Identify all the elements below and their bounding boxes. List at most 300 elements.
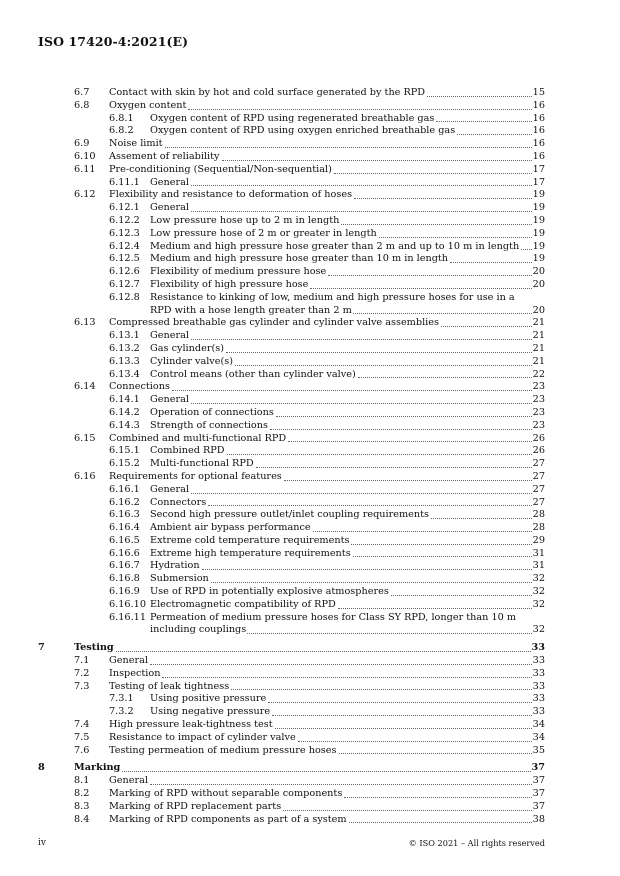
- toc-entry-text: General: [109, 655, 148, 667]
- dot-leader: [191, 210, 532, 212]
- toc-entry-number: 6.16.8: [109, 573, 140, 585]
- toc-entry-page: 33: [531, 642, 545, 654]
- toc-entry-text: Cylinder valve(s): [150, 355, 234, 367]
- toc-entry-text: Noise limit: [109, 138, 163, 150]
- toc-entry-page: 23: [532, 406, 545, 418]
- toc-entry-title: [109, 381, 545, 394]
- toc-entry-page: 27: [532, 483, 545, 495]
- dot-leader: [379, 236, 532, 238]
- dot-leader: [288, 440, 532, 442]
- toc-entry-page: 16: [532, 150, 545, 162]
- toc-entry-text: Compressed breathable gas cylinder and cylinder valve assemblies: [109, 317, 439, 329]
- dot-leader: [211, 581, 532, 583]
- toc-entry-page: 32: [532, 598, 545, 610]
- toc-entry-text: Medium and high pressure hose greater than 10 m in length: [150, 253, 449, 265]
- toc-entry[interactable]: [38, 125, 545, 138]
- toc-entry-number: 6.9: [74, 138, 90, 150]
- dot-leader: [436, 120, 531, 122]
- toc-entry-text: Extreme cold temperature requirements: [150, 534, 350, 546]
- toc-entry-title: [150, 458, 545, 471]
- toc-entry-text: General: [109, 775, 148, 787]
- toc-entry-page: 26: [532, 445, 545, 457]
- toc-entry-text: Oxygen content of RPD using oxygen enriched breathable gas: [150, 125, 456, 137]
- toc-entry-number: 6.12: [74, 189, 96, 201]
- toc-entry-text: General: [150, 483, 189, 495]
- toc-entry[interactable]: [38, 241, 545, 254]
- toc-entry-page: 29: [532, 534, 545, 546]
- toc-entry[interactable]: [38, 177, 545, 190]
- toc-entry-number: 6.16: [74, 470, 96, 482]
- toc-entry-title: [150, 573, 545, 586]
- toc-entry-text: Medium and high pressure hose greater than 2 m and up to 10 m in length: [150, 240, 520, 252]
- toc-entry-number: 6.16.2: [109, 496, 140, 508]
- toc-entry-title: [150, 202, 545, 215]
- toc-entry-number: 6.16.6: [109, 547, 140, 559]
- toc-entry-title: [150, 125, 545, 138]
- toc-entry-number: 8.2: [74, 788, 90, 800]
- toc-entry-text: Electromagnetic compatibility of RPD: [150, 598, 336, 610]
- toc-entry[interactable]: [38, 189, 545, 202]
- toc-entry[interactable]: [38, 113, 545, 126]
- toc-entry-title: [109, 164, 545, 177]
- toc-entry-title: [150, 706, 545, 719]
- toc-entry-text: General: [150, 330, 189, 342]
- toc-entry-title: [109, 668, 545, 681]
- dot-leader: [172, 389, 532, 391]
- toc-entry-number: 6.11: [74, 163, 96, 175]
- copyright-notice: © ISO 2021 – All rights reserved: [408, 838, 545, 848]
- dot-leader: [328, 274, 531, 276]
- dot-leader: [150, 663, 532, 665]
- toc-entry[interactable]: [38, 343, 545, 356]
- toc-entry-text: Flexibility of high pressure hose: [150, 278, 309, 290]
- toc-entry-text: Combined RPD: [150, 445, 225, 457]
- toc-entry-number: 6.16.4: [109, 522, 140, 534]
- toc-entry-title: [109, 189, 545, 202]
- toc-entry[interactable]: [38, 522, 545, 535]
- dot-leader: [441, 325, 532, 327]
- toc-entry-text: Marking of RPD without separable components: [109, 788, 343, 800]
- toc-entry-text: Inspection: [109, 667, 161, 679]
- toc-entry-title: [109, 801, 545, 814]
- toc-entry[interactable]: [38, 612, 545, 638]
- toc-entry-number: 6.16.7: [109, 560, 140, 572]
- toc-entry-number: 7.2: [74, 667, 90, 679]
- toc-entry-title-line1: Resistance to kinking of low, medium and high pressure hoses for use in a: [150, 291, 515, 303]
- dot-leader: [202, 568, 532, 570]
- toc-entry[interactable]: [38, 548, 545, 561]
- toc-entry-title: [109, 814, 545, 827]
- toc-entry-number: 6.8.1: [109, 112, 134, 124]
- toc-entry-title: [150, 509, 545, 522]
- toc-entry-title: [109, 681, 545, 694]
- toc-entry-page: 33: [532, 655, 545, 667]
- toc-entry-title: [150, 292, 545, 318]
- toc-entry[interactable]: [38, 668, 545, 681]
- toc-entry-text: Hydration: [150, 560, 200, 572]
- dot-leader: [162, 676, 531, 678]
- toc-entry[interactable]: [38, 164, 545, 177]
- toc-entry-text: Flexibility of medium pressure hose: [150, 266, 327, 278]
- toc-entry-text: Testing: [74, 642, 114, 654]
- dot-leader: [268, 701, 531, 703]
- toc-entry-text: General: [150, 176, 189, 188]
- toc-entry-title: [74, 762, 545, 775]
- toc-entry-number: 6.13.2: [109, 342, 140, 354]
- toc-entry[interactable]: [38, 573, 545, 586]
- toc-entry[interactable]: [38, 202, 545, 215]
- dot-leader: [344, 796, 531, 798]
- dot-leader: [338, 607, 532, 609]
- toc-entry-title: [150, 253, 545, 266]
- toc-entry-page: 19: [532, 214, 545, 226]
- toc-entry-number: 6.14.1: [109, 394, 140, 406]
- toc-entry-page: 23: [532, 394, 545, 406]
- toc-entry-text: Second high pressure outlet/inlet coupling requirements: [150, 509, 429, 521]
- toc-entry-number: 6.13.1: [109, 330, 140, 342]
- dot-leader: [358, 376, 532, 378]
- dot-leader: [284, 479, 532, 481]
- dot-leader: [191, 338, 532, 340]
- toc-entry-number: 7.3.1: [109, 693, 134, 705]
- toc-entry[interactable]: [38, 706, 545, 719]
- dot-leader: [275, 727, 532, 729]
- dot-leader: [341, 223, 531, 225]
- dot-leader: [313, 530, 532, 532]
- toc-entry-title: [150, 241, 545, 254]
- toc-entry-page: 20: [532, 278, 545, 290]
- toc-entry-page: 17: [532, 163, 545, 175]
- toc-entry-page: 26: [532, 432, 545, 444]
- toc-entry[interactable]: [38, 445, 545, 458]
- toc-entry-number: 6.13.3: [109, 355, 140, 367]
- toc-entry[interactable]: [38, 138, 545, 151]
- dot-leader: [122, 770, 530, 772]
- dot-leader: [283, 809, 532, 811]
- toc-entry-page: 19: [532, 240, 545, 252]
- dot-leader: [349, 821, 532, 823]
- toc-entry-page: 33: [532, 693, 545, 705]
- toc-entry-title: [150, 279, 545, 292]
- toc-entry-text: Multi-functional RPD: [150, 458, 254, 470]
- toc-entry[interactable]: [38, 560, 545, 573]
- toc-entry[interactable]: [38, 458, 545, 471]
- toc-entry-title: [109, 732, 545, 745]
- toc-entry-title-line2: RPD with a hose length greater than 2 m: [150, 304, 352, 316]
- toc-entry-number: 7.1: [74, 655, 90, 667]
- toc-entry-number: 8.3: [74, 800, 90, 812]
- toc-entry[interactable]: [38, 356, 545, 369]
- toc-entry-title: [150, 612, 545, 638]
- toc-entry-title: [109, 317, 545, 330]
- toc-entry-page: 37: [532, 775, 545, 787]
- toc-entry-number: 6.16.10: [109, 598, 146, 610]
- toc-entry[interactable]: [38, 407, 545, 420]
- toc-entry[interactable]: [38, 394, 545, 407]
- toc-entry[interactable]: [38, 497, 545, 510]
- toc-entry-text: Submersion: [150, 573, 209, 585]
- toc-entry-title: [150, 407, 545, 420]
- toc-entry-title: [150, 177, 545, 190]
- dot-leader: [298, 740, 532, 742]
- toc-entry-number: 6.15: [74, 432, 96, 444]
- dot-leader: [191, 402, 532, 404]
- toc-entry-page: 27: [532, 470, 545, 482]
- toc-entry-number: 6.12.6: [109, 266, 140, 278]
- toc-entry-title: [150, 343, 545, 356]
- dot-leader: [310, 287, 531, 289]
- toc-entry-text: Use of RPD in potentially explosive atmospheres: [150, 586, 389, 598]
- dot-leader: [339, 752, 532, 754]
- dot-leader: [231, 688, 531, 690]
- dot-leader: [191, 184, 532, 186]
- toc-entry-title: [150, 228, 545, 241]
- toc-entry[interactable]: [38, 599, 545, 612]
- toc-entry-title: [150, 394, 545, 407]
- toc-entry-page: 31: [532, 560, 545, 572]
- toc-entry[interactable]: [38, 745, 545, 758]
- toc-entry-page: 38: [532, 813, 545, 825]
- toc-entry[interactable]: [38, 369, 545, 382]
- toc-entry[interactable]: [38, 381, 545, 394]
- toc-entry[interactable]: [38, 775, 545, 788]
- toc-entry-page: 33: [532, 706, 545, 718]
- toc-entry[interactable]: [38, 732, 545, 745]
- toc-entry-text: Requirements for optional features: [109, 470, 282, 482]
- toc-entry[interactable]: [38, 801, 545, 814]
- toc-entry[interactable]: [38, 719, 545, 732]
- toc-entry-page: 34: [532, 731, 545, 743]
- toc-entry-number: 6.16.11: [109, 611, 146, 623]
- toc-entry-text: Oxygen content of RPD using regenerated breathable gas: [150, 112, 435, 124]
- toc-entry-text: Low pressure hose of 2 m or greater in length: [150, 227, 377, 239]
- toc-entry-title: [150, 599, 545, 612]
- toc-entry-number: 6.15.1: [109, 445, 140, 457]
- toc-entry-title: [150, 693, 545, 706]
- toc-entry-title: [109, 745, 545, 758]
- toc-entry-title: [150, 420, 545, 433]
- toc-entry-number: 6.10: [74, 150, 96, 162]
- toc-entry-text: Flexibility and resistance to deformation of hoses: [109, 189, 353, 201]
- dot-leader: [431, 517, 532, 519]
- toc-entry-text: General: [150, 394, 189, 406]
- toc-entry[interactable]: [38, 693, 545, 706]
- dot-leader: [334, 172, 532, 174]
- toc-entry-title: [150, 586, 545, 599]
- toc-entry-title: [150, 356, 545, 369]
- toc-entry-text: Oxygen content: [109, 99, 187, 111]
- dot-leader: [353, 555, 532, 557]
- toc-entry-text: Marking: [74, 762, 121, 774]
- toc-entry-number: 7.3.2: [109, 706, 134, 718]
- dot-leader: [521, 248, 531, 250]
- toc-entry[interactable]: [38, 266, 545, 279]
- toc-entry-page: 20: [532, 304, 545, 316]
- toc-entry-title: [150, 369, 545, 382]
- toc-entry-title: [150, 113, 545, 126]
- toc-entry[interactable]: [38, 484, 545, 497]
- dot-leader: [270, 428, 532, 430]
- toc-entry-title: [150, 497, 545, 510]
- toc-entry-title: [150, 215, 545, 228]
- toc-entry-number: 6.13.4: [109, 368, 140, 380]
- toc-entry[interactable]: [38, 279, 545, 292]
- toc-entry-number: 7.6: [74, 744, 90, 756]
- toc-entry-title: [109, 788, 545, 801]
- toc-entry-text: Testing of leak tightness: [109, 680, 230, 692]
- dot-leader: [235, 364, 532, 366]
- dot-leader: [247, 632, 531, 634]
- toc-entry[interactable]: [38, 100, 545, 113]
- toc-entry-page: 34: [532, 719, 545, 731]
- toc-entry-title: [109, 655, 545, 668]
- toc-entry-number: 6.14: [74, 381, 96, 393]
- toc-entry-number: 6.12.3: [109, 227, 140, 239]
- toc-entry[interactable]: [38, 586, 545, 599]
- toc-entry[interactable]: [38, 642, 545, 655]
- toc-entry-page: 35: [532, 744, 545, 756]
- toc-entry-title: [150, 535, 545, 548]
- toc-entry[interactable]: [38, 762, 545, 775]
- toc-entry-title-line1: Permeation of medium pressure hoses for Class SY RPD, longer than 10 m: [150, 611, 517, 623]
- toc-entry[interactable]: [38, 509, 545, 522]
- toc-entry-page: 21: [532, 330, 545, 342]
- toc-entry-page: 15: [532, 87, 545, 98]
- toc-entry-text: Extreme high temperature requirements: [150, 547, 351, 559]
- toc-entry-title: [150, 548, 545, 561]
- toc-entry[interactable]: [38, 814, 545, 827]
- toc-entry-number: 7.3: [74, 680, 90, 692]
- table-of-contents: [38, 87, 545, 826]
- toc-entry-number: 6.8: [74, 99, 90, 111]
- toc-entry-number: 6.11.1: [109, 176, 140, 188]
- toc-entry[interactable]: [38, 471, 545, 484]
- toc-entry-page: 37: [532, 788, 545, 800]
- toc-entry-title: [109, 719, 545, 732]
- dot-leader: [276, 415, 532, 417]
- toc-entry-page: 33: [532, 680, 545, 692]
- toc-entry[interactable]: [38, 655, 545, 668]
- dot-leader: [457, 133, 532, 135]
- toc-entry-text: Control means (other than cylinder valve): [150, 368, 356, 380]
- dot-leader: [227, 453, 532, 455]
- toc-entry-text: General: [150, 202, 189, 214]
- dot-leader: [354, 197, 532, 199]
- toc-entry-text: Low pressure hose up to 2 m in length: [150, 214, 340, 226]
- toc-entry-text: Testing permeation of medium pressure hoses: [109, 744, 337, 756]
- toc-entry-title: [109, 100, 545, 113]
- dot-leader: [272, 714, 532, 716]
- toc-entry-title: [150, 484, 545, 497]
- toc-entry-number: 6.16.3: [109, 509, 140, 521]
- document-header: ISO 17420-4:2021(E): [38, 34, 189, 49]
- toc-entry-number: 6.13: [74, 317, 96, 329]
- toc-entry-title: [150, 522, 545, 535]
- toc-entry-text: Using negative pressure: [150, 706, 271, 718]
- toc-entry[interactable]: [38, 681, 545, 694]
- dot-leader: [450, 261, 532, 263]
- toc-entry-title: [109, 138, 545, 151]
- toc-entry-text: Marking of RPD components as part of a system: [109, 813, 347, 825]
- toc-entry-title: [109, 151, 545, 164]
- toc-entry[interactable]: [38, 317, 545, 330]
- toc-entry-page: 27: [532, 458, 545, 470]
- dot-leader: [353, 312, 532, 314]
- toc-entry[interactable]: [38, 292, 545, 318]
- toc-entry[interactable]: [38, 215, 545, 228]
- page-number: iv: [38, 838, 46, 848]
- toc-entry-number: 6.7: [74, 87, 90, 98]
- toc-entry-number: 6.12.8: [109, 291, 140, 303]
- toc-entry-page: 37: [532, 800, 545, 812]
- toc-entry[interactable]: [38, 253, 545, 266]
- toc-entry-number: 7.5: [74, 731, 90, 743]
- toc-entry-text: Gas cylinder(s): [150, 342, 224, 354]
- toc-entry-number: 6.14.3: [109, 419, 140, 431]
- dot-leader: [165, 146, 532, 148]
- toc-entry-page: 23: [532, 381, 545, 393]
- toc-entry-page: 16: [532, 99, 545, 111]
- dot-leader: [188, 108, 531, 110]
- toc-entry-number: 7: [38, 642, 45, 654]
- dot-leader: [116, 650, 531, 652]
- toc-entry-page: 23: [532, 419, 545, 431]
- toc-entry-page: 21: [532, 342, 545, 354]
- toc-entry-number: 6.12.2: [109, 214, 140, 226]
- toc-entry-title: [150, 330, 545, 343]
- toc-entry-page: 33: [532, 667, 545, 679]
- toc-entry-text: Using positive pressure: [150, 693, 267, 705]
- toc-entry-page: 20: [532, 266, 545, 278]
- toc-entry[interactable]: [38, 535, 545, 548]
- toc-entry-page: 16: [532, 138, 545, 150]
- toc-entry-text: Marking of RPD replacement parts: [109, 800, 282, 812]
- toc-entry-number: 6.16.9: [109, 586, 140, 598]
- dot-leader: [208, 504, 531, 506]
- toc-entry-number: 6.12.4: [109, 240, 140, 252]
- toc-entry-page: 27: [532, 496, 545, 508]
- toc-entry[interactable]: [38, 87, 545, 100]
- dot-leader: [391, 594, 532, 596]
- toc-entry-text: Connectors: [150, 496, 207, 508]
- toc-entry-text: Strength of connections: [150, 419, 268, 431]
- dot-leader: [351, 543, 531, 545]
- dot-leader: [191, 492, 532, 494]
- toc-entry-page: 32: [532, 573, 545, 585]
- toc-entry-page: 19: [532, 202, 545, 214]
- toc-entry-page: 19: [532, 189, 545, 201]
- toc-entry[interactable]: [38, 420, 545, 433]
- toc-entry-title: [109, 471, 545, 484]
- toc-entry[interactable]: [38, 228, 545, 241]
- toc-entry-text: Pre-conditioning (Sequential/Non-sequential): [109, 163, 332, 175]
- toc-entry-number: 8.1: [74, 775, 90, 787]
- toc-entry-page: 22: [532, 368, 545, 380]
- toc-entry-number: 6.8.2: [109, 125, 134, 137]
- toc-entry-number: 7.4: [74, 719, 90, 731]
- toc-entry[interactable]: [38, 433, 545, 446]
- toc-entry-page: 19: [532, 253, 545, 265]
- toc-entry-page: 37: [531, 762, 545, 774]
- dot-leader: [256, 466, 532, 468]
- toc-entry-number: 8.4: [74, 813, 90, 825]
- toc-entry-title: [74, 642, 545, 655]
- toc-entry[interactable]: [38, 151, 545, 164]
- toc-entry-number: 6.14.2: [109, 406, 140, 418]
- toc-entry-page: 28: [532, 509, 545, 521]
- toc-entry[interactable]: [38, 788, 545, 801]
- toc-entry[interactable]: [38, 330, 545, 343]
